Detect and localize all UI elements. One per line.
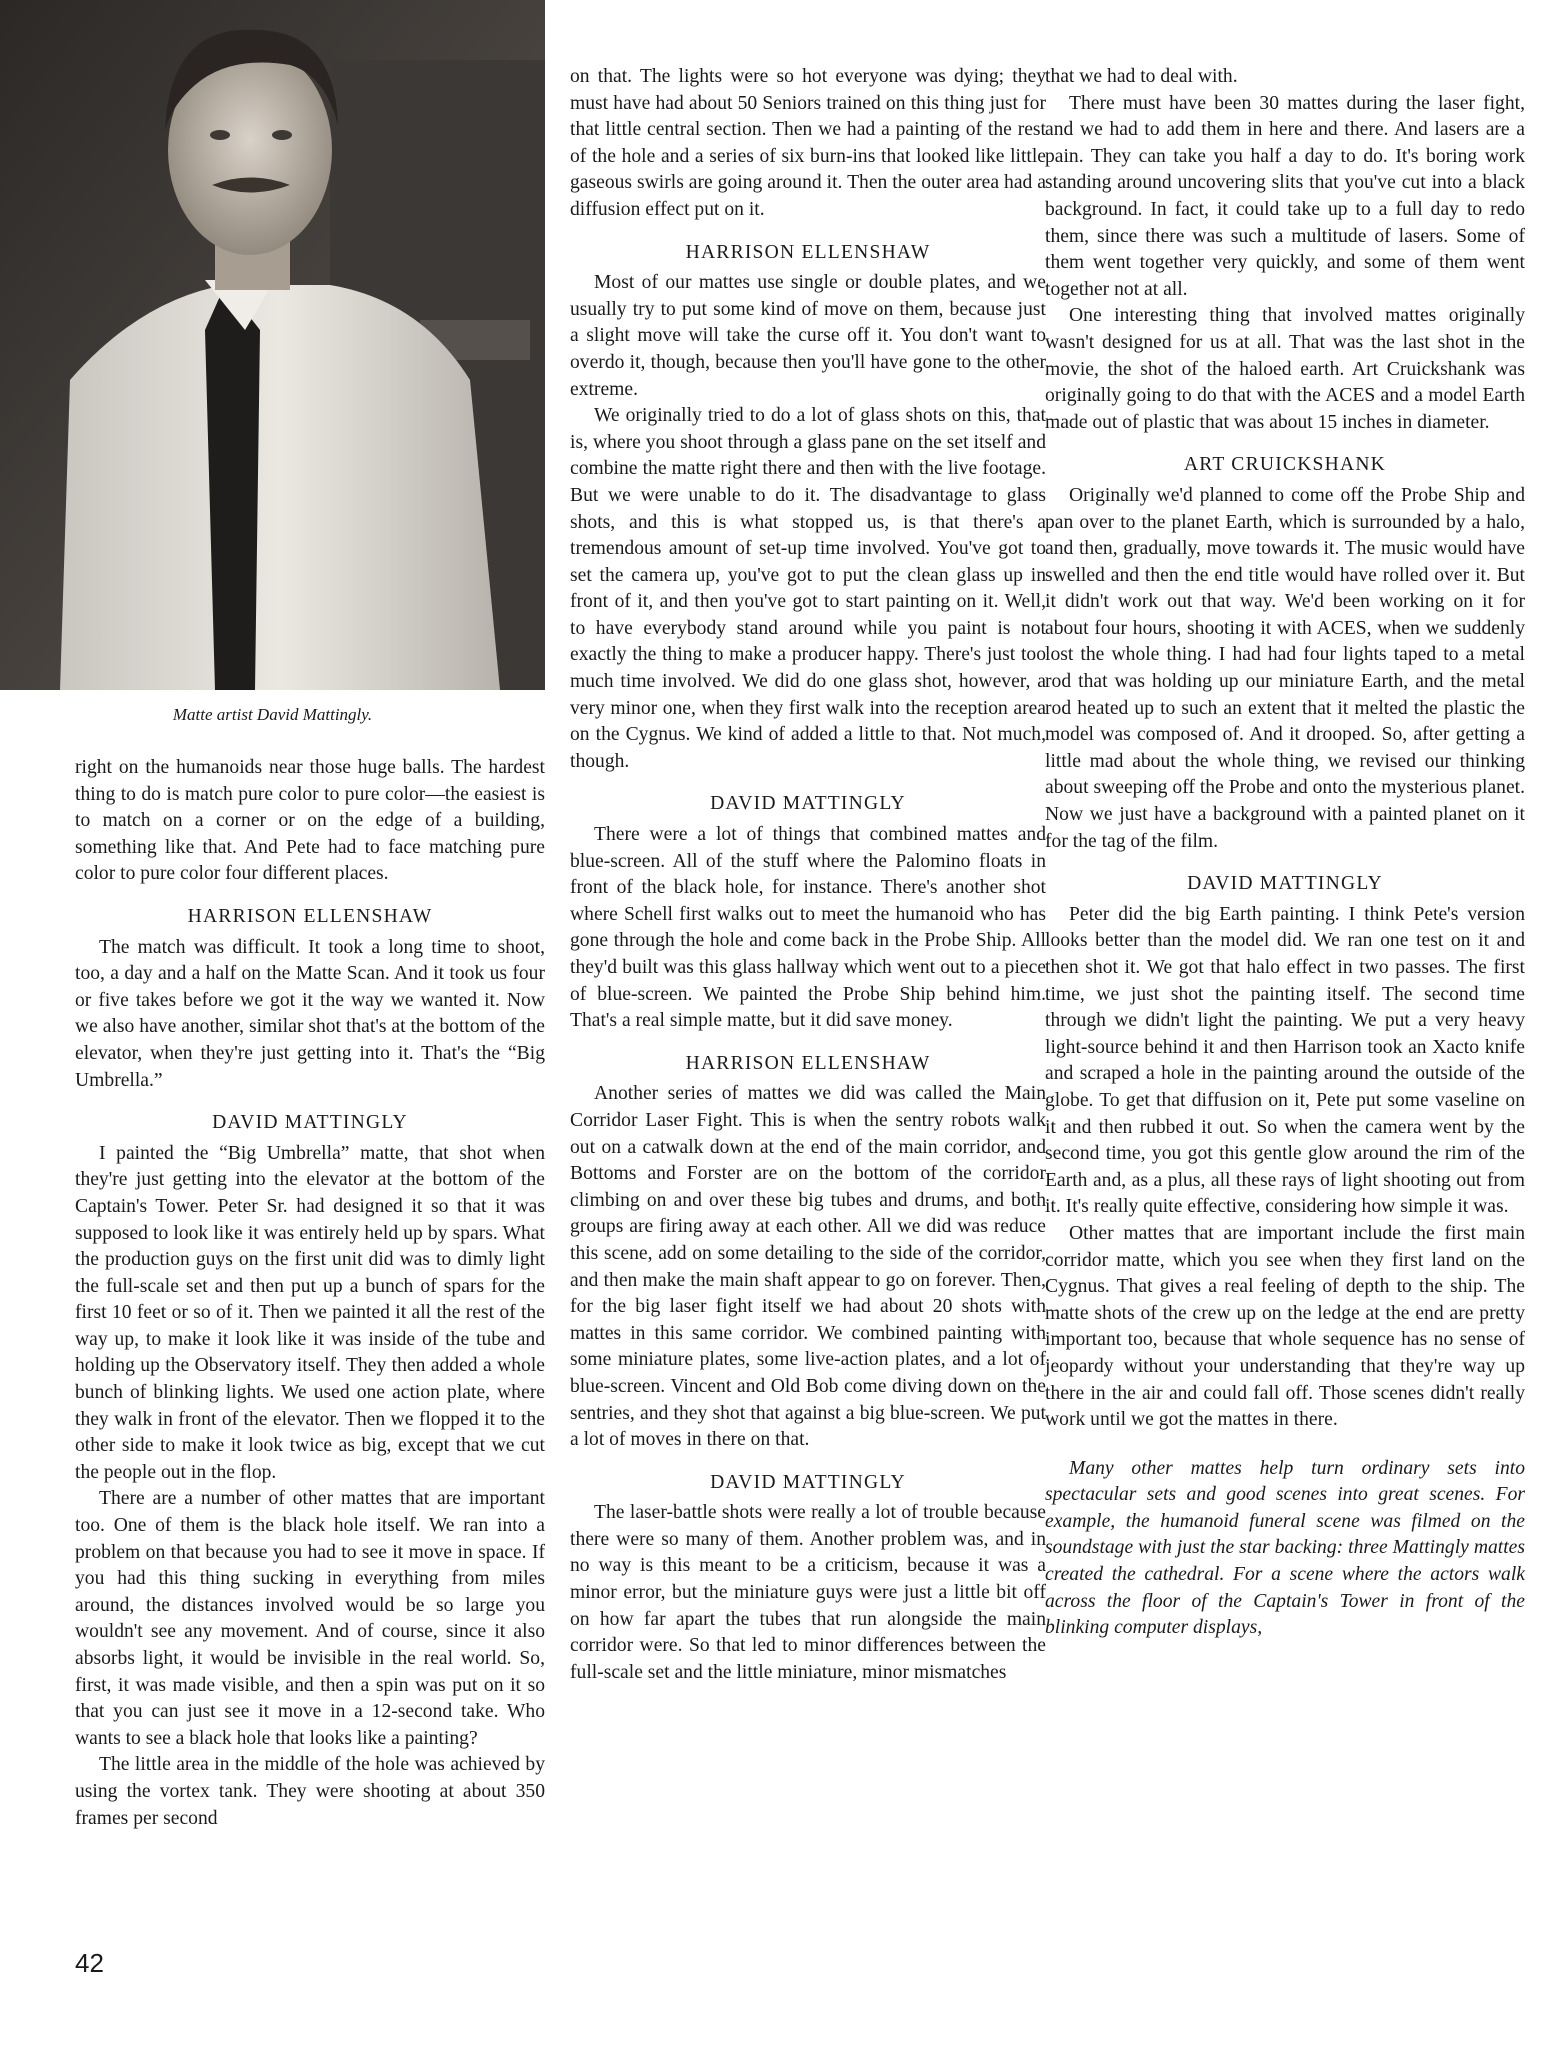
paragraph: There were a lot of things that combined mattes and blue-screen. All of the stuff where the Palomino floats in front of the black hole, for instance. There's another shot where Schell first walks out to meet the humanoid who has gone through the hole and come back in the Probe Ship. All they'd built was this glass hallway which went out to a piece of blue-screen. We painted the Probe Ship behind him. That's a real simple matte, but it did save money. [570, 824, 1046, 1032]
speaker-heading: DAVID MATTINGLY [212, 1112, 408, 1134]
paragraph: right on the humanoids near those huge balls. The hardest thing to do is match pure color to pure color—the easiest is to match on a corner or on the edge of a building, something like that. And Pete had to face matching pure color to pure color four different places. [75, 757, 545, 885]
paragraph: that we had to deal with. [1045, 66, 1238, 87]
paragraph: Many other mattes help turn ordinary sets into spectacular sets and good scenes into great scenes. For example, the humanoid funeral scene was filmed on the soundstage with just the star backing: three Mattingly mattes created the cathedral. For a scene where the actors walk across the floor of the Captain's Tower in front of the blinking computer displays, [1045, 1457, 1525, 1639]
paragraph: We originally tried to do a lot of glass shots on this, that is, where you shoot through a glass pane on the set itself and combine the matte right there and then with the live footage. But we were unable to do it. The disadvantage to glass shots, and this is what stopped us, is that there's a tremendous amount of set-up time involved. You've got to set the camera up, you've got to put the clean glass up in front of it, and then you've got to start painting on it. Well, to have everybody stand around while you paint is not exactly the thing to make a producer happy. There's just too much time involved. We did do one glass shot, however, a very minor one, when they first walk into the reception area on the Cygnus. We kind of added a little to that. Not much, though. [570, 405, 1046, 772]
article-column-1 [75, 755, 545, 1832]
speaker-heading: DAVID MATTINGLY [710, 1471, 906, 1493]
portrait-illustration [0, 0, 545, 690]
paragraph: One interesting thing that involved mattes originally wasn't designed for us at all. That was the last shot in the movie, the shot of the haloed earth. Art Cruickshank was originally going to do that with the ACES and a model Earth made out of plastic that was about 15 inches in diameter. [1045, 305, 1525, 433]
speaker-heading: DAVID MATTINGLY [1187, 873, 1383, 895]
paragraph: There are a number of other mattes that are important too. One of them is the black hole itself. We ran into a problem on that because you had to see it move in space. If you had this thing sucking in everything from miles around, the distances involved would be so large you wouldn't see any movement. And of course, since it also absorbs light, it would be invisible in the real world. So, first, it was made visible, and then a spin was put on it so that you can just see it move in a 12-second take. Who wants to see a black hole that looks like a painting? [75, 1488, 545, 1749]
article-column-2 [570, 64, 1046, 1686]
speaker-heading: HARRISON ELLENSHAW [685, 241, 931, 263]
paragraph: Another series of mattes we did was called the Main Corridor Laser Fight. This is when the sentry robots walk out on a catwalk down at the end of the main corridor, and Bottoms and Forster are on the bottom of the corridor climbing on and over these big tubes and drums, and both groups are firing away at each other. All we did was reduce this scene, add on some detailing to the side of the corridor, and then make the main shaft appear to go on forever. Then, for the big laser fight itself we had about 20 shots with mattes in this same corridor. We combined painting with some miniature plates, some live-action plates, and a lot of blue-screen. Vincent and Old Bob come diving down on the sentries, and they shot that against a big blue-screen. We put a lot of moves in there on that. [570, 1083, 1046, 1451]
photo-caption: Matte artist David Mattingly. [172, 705, 373, 724]
paragraph: on that. The lights were so hot everyone was dying; they must have had about 50 Seniors trained on this thing just for that little central section. Then we had a painting of the rest of the hole and a series of six burn-ins that looked like little gaseous swirls are going around it. Then the outer area had a diffusion effect put on it. [570, 66, 1046, 220]
speaker-heading: HARRISON ELLENSHAW [187, 905, 433, 927]
speaker-heading: DAVID MATTINGLY [710, 793, 906, 815]
paragraph: The match was difficult. It took a long time to shoot, too, a day and a half on the Matte Scan. And it took us four or five takes before we got it the way we wanted it. Now we also have another, similar shot that's at the bottom of the elevator, when they're just getting into it. That's the “Big Umbrella.” [75, 936, 545, 1091]
paragraph: I painted the “Big Umbrella” matte, that shot when they're just getting into the elevator at the bottom of the Captain's Tower. Peter Sr. had designed it so that it was supposed to look like it was entirely held up by spars. What the production guys on the first unit did was to dimly light the full-scale set and then put up a bunch of spars for the first 10 feet or so of it. Then we painted it all the rest of the way up, to make it look like it was inside of the tube and holding up the Observatory itself. They then added a whole bunch of blinking lights. We used one action plate, where they walk in front of the elevator. Then we flopped it to the other side to make it look twice as big, except that we cut the people out in the flop. [75, 1142, 545, 1483]
speaker-heading: HARRISON ELLENSHAW [685, 1052, 931, 1074]
paragraph: Most of our mattes use single or double plates, and we usually try to put some kind of move on them, because just a slight move will take the curse off it. You don't want to overdo it, though, because then you'll have gone to the other extreme. [570, 272, 1046, 400]
paragraph: Other mattes that are important include the first main corridor matte, which you see when they first land on the Cygnus. That gives a real feeling of depth to the ship. The matte shots of the crew up on the ledge at the end are pretty important too, because that whole sequence has no sense of jeopardy without your understanding that they're way up there in the air and could fall off. Those scenes didn't really work until we got the mattes in there. [1045, 1222, 1525, 1431]
paragraph: Originally we'd planned to come off the Probe Ship and pan over to the planet Earth, which is surrounded by a halo, and then, gradually, move towards it. The music would have swelled and then the end title would have rolled over it. But it didn't work out that way. We'd been working on it for about four hours, shooting it with ACES, when we suddenly lost the whole thing. I had had four lights taped to a metal rod that was holding up our miniature Earth, and the metal rod heated up to such an extent that it melted the plastic the model was composed of. And it drooped. So, after getting a little mad about the whole thing, we revised our thinking about sweeping off the Probe and onto the mysterious planet. Now we just have a background with a painted planet on it for the tag of the film. [1045, 484, 1525, 852]
article-column-3 [1045, 64, 1525, 1642]
portrait-photo [0, 0, 545, 690]
paragraph: The little area in the middle of the hole was achieved by using the vortex tank. They were shooting at about 350 frames per second [75, 1754, 545, 1829]
paragraph: The laser-battle shots were really a lot of trouble because there were so many of them. Another problem was, and in no way is this meant to be a criticism, because it was a minor error, but the miniature guys were just a little bit off on how far apart the tubes that run alongside the main corridor were. So that led to minor differences between the full-scale set and the little miniature, minor mismatches [570, 1502, 1046, 1683]
paragraph: There must have been 30 mattes during the laser fight, and we had to add them in here and there. And lasers are a pain. They can take you half a day to do. It's boring work standing around uncovering slits that you've cut into a black background. In fact, it could take up to a full day to redo them, since there was such a multitude of lasers. Some of them went together very quickly, and some of them went together not at all. [1045, 92, 1525, 300]
page-number: 42 [75, 1948, 104, 1978]
paragraph: Peter did the big Earth painting. I think Pete's version looks better than the model did. We ran one test on it and then shot it. We got that halo effect in two passes. The first time, we just shot the painting itself. The second time through we didn't light the painting. We put a very heavy light-source behind it and then Harrison took an Xacto knife and scraped a hole in the painting around the outside of the globe. To get that diffusion on it, Pete put some vaseline on it and then rubbed it out. So when the camera went by the second time, you got this gentle glow around the rim of the Earth and, as a plus, all these rays of light shooting out from it. It's really quite effective, considering how simple it was. [1045, 903, 1525, 1218]
speaker-heading: ART CRUICKSHANK [1183, 454, 1387, 476]
